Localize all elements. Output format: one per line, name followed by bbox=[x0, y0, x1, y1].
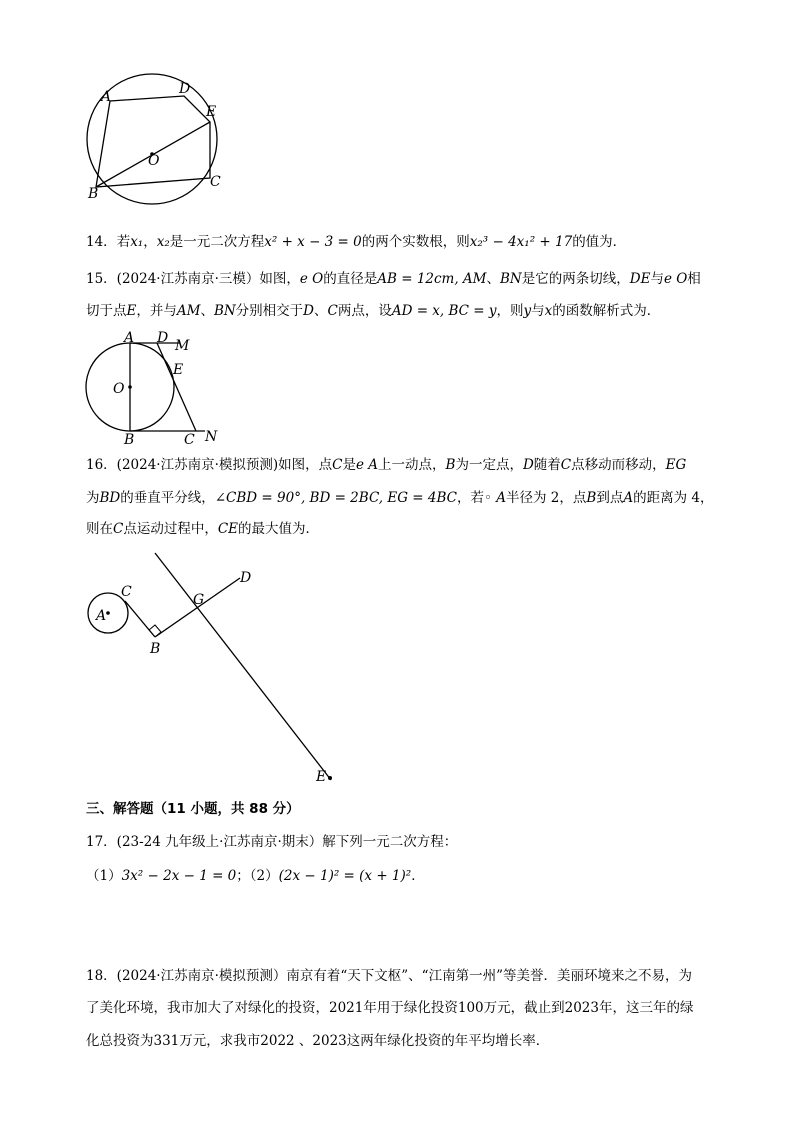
line-ge bbox=[155, 553, 331, 780]
q14-x2: x₂ bbox=[156, 234, 170, 250]
q16-math: C bbox=[113, 521, 124, 537]
q15-math: x bbox=[544, 303, 553, 319]
q16-text: 随着 bbox=[533, 457, 561, 473]
q15-math: D bbox=[303, 303, 314, 319]
q15-math: BN bbox=[500, 271, 522, 287]
q16-math: C bbox=[560, 457, 572, 473]
q15-text: 、 bbox=[486, 271, 501, 287]
label-a: A bbox=[101, 89, 112, 105]
q16-text: 的最大值为． bbox=[238, 521, 320, 537]
label-d: D bbox=[179, 81, 191, 97]
q14-text-1: 若 bbox=[116, 234, 131, 250]
label-c: C bbox=[184, 432, 195, 448]
q17-part-1: （1） bbox=[86, 868, 122, 884]
q15-text: 是它的两条切线， bbox=[521, 271, 630, 287]
q15-math: AB = 12cm, AM bbox=[377, 271, 487, 287]
q15-text: 与 bbox=[650, 271, 664, 287]
label-e: E bbox=[173, 362, 184, 378]
label-d: D bbox=[240, 570, 252, 586]
q17-equation-2: (2x − 1)² = (x + 1)² bbox=[278, 868, 412, 884]
q16-math: e A bbox=[356, 457, 379, 473]
q15-math: BN bbox=[213, 303, 236, 319]
q14-equation: x² + x − 3 = 0 bbox=[264, 234, 362, 250]
q14-text-2: 是一元二次方程 bbox=[169, 234, 265, 250]
q15-text: 两点，设 bbox=[337, 303, 392, 319]
q16-text: 为一定点， bbox=[455, 457, 523, 473]
q15-math: E bbox=[126, 303, 137, 319]
label-e: E bbox=[206, 104, 217, 120]
q15-math: AM bbox=[176, 303, 201, 319]
q15-text: 的直径是 bbox=[323, 271, 378, 287]
center-dot-o bbox=[128, 385, 132, 389]
quadrilateral-abcde bbox=[96, 96, 210, 187]
q14-text-3: 的两个实数根，则 bbox=[361, 234, 470, 250]
question-16-line-1 bbox=[86, 455, 686, 475]
label-c: C bbox=[210, 174, 221, 190]
label-a: A bbox=[124, 330, 135, 346]
segment-cb bbox=[125, 601, 155, 637]
label-e: E bbox=[316, 769, 327, 785]
label-o: O bbox=[113, 381, 125, 397]
label-d: D bbox=[157, 330, 169, 346]
q16-math: C bbox=[332, 457, 343, 473]
question-16-line-3 bbox=[86, 519, 319, 539]
question-16-line-2 bbox=[86, 488, 713, 508]
q16-math: B bbox=[586, 490, 597, 506]
q16-math: EG bbox=[665, 457, 687, 473]
q14-number: 14． bbox=[86, 234, 117, 250]
point-e-dot bbox=[328, 776, 332, 780]
q16-text: 为 bbox=[86, 490, 100, 506]
q16-text: 的垂直平分线， bbox=[120, 490, 215, 506]
label-g: G bbox=[193, 592, 205, 608]
q15-text: 、 bbox=[200, 303, 214, 319]
q15-math: y bbox=[523, 303, 532, 319]
q16-math: CE bbox=[217, 521, 239, 537]
tangent-dc bbox=[157, 343, 196, 431]
q16-text: 的距离为 4， bbox=[633, 490, 714, 506]
q15-text: 切于点 bbox=[86, 303, 127, 319]
center-dot-a bbox=[106, 611, 110, 615]
q16-math: A bbox=[623, 490, 634, 506]
question-14 bbox=[86, 232, 626, 252]
q16-text: 到点 bbox=[596, 490, 624, 506]
label-m: M bbox=[175, 338, 190, 354]
q17-end: ． bbox=[411, 868, 425, 884]
label-b: B bbox=[124, 432, 135, 448]
label-b: B bbox=[150, 641, 161, 657]
q16-text: 则在 bbox=[86, 521, 113, 537]
figure-circle-tangents bbox=[80, 330, 230, 448]
q15-math: DE bbox=[629, 271, 651, 287]
section-3-title: 三、解答题（11 小题，共 88 分） bbox=[86, 801, 300, 817]
q16-text: 半径为 2，点 bbox=[506, 490, 587, 506]
question-15-line-1 bbox=[86, 269, 701, 289]
q16-math: ∠CBD = 90°, BD = 2BC, EG = 4BC bbox=[214, 490, 457, 506]
q15-text: 与 bbox=[531, 303, 545, 319]
q16-text: 是 bbox=[342, 457, 356, 473]
label-b: B bbox=[88, 186, 99, 202]
q17-part-2: （2） bbox=[249, 868, 279, 884]
q17-sep: ； bbox=[236, 868, 250, 884]
figure-inscribed-quadrilateral bbox=[80, 78, 240, 208]
q15-math: e O bbox=[663, 271, 688, 287]
question-18-line-3: 化总投资为331万元，求我市2022 、2023这两年绿化投资的年平均增长率． bbox=[86, 1033, 550, 1049]
q16-text: 16．(2024·江苏南京·模拟预测)如图，点 bbox=[86, 457, 333, 473]
q15-math: C bbox=[327, 303, 338, 319]
question-18-line-2: 了美化环境，我市加大了对绿化的投资，2021年用于绿化投资100万元，截止到2023年，这三年的绿 bbox=[86, 1000, 694, 1016]
q16-text: ，若 bbox=[457, 490, 484, 506]
q14-expression: x₂³ − 4x₁² + 17 bbox=[469, 234, 573, 250]
q16-text: 上一动点， bbox=[378, 457, 446, 473]
q15-text: ，并与 bbox=[136, 303, 177, 319]
q16-math: BD bbox=[99, 490, 121, 506]
question-15-line-2 bbox=[86, 301, 660, 321]
question-17-line-2 bbox=[86, 866, 425, 886]
q15-math: AD = x, BC = y bbox=[391, 303, 497, 319]
q14-x1: x₁ bbox=[130, 234, 144, 250]
q15-text: ，则 bbox=[496, 303, 524, 319]
label-o: O bbox=[148, 153, 160, 169]
q15-math: e O bbox=[299, 271, 324, 287]
label-c: C bbox=[121, 584, 132, 600]
q15-text: 相 bbox=[687, 271, 701, 287]
q16-math: ◦ A bbox=[484, 490, 507, 506]
q15-text: 15．(2024·江苏南京·三模）如图， bbox=[86, 271, 300, 287]
q16-text: 点移动而移动， bbox=[571, 457, 666, 473]
q16-math: B bbox=[445, 457, 456, 473]
q15-text: 、 bbox=[314, 303, 328, 319]
question-18-line-1: 18．(2024·江苏南京·模拟预测）南京有着“天下文枢”、“江南第一州”等美誉．美丽环境来之不易，为 bbox=[86, 968, 692, 984]
figure-perpendicular-bisector bbox=[80, 550, 350, 790]
q16-math: D bbox=[522, 457, 534, 473]
q17-equation-1: 3x² − 2x − 1 = 0 bbox=[121, 868, 237, 884]
q14-text-4: 的值为． bbox=[572, 234, 627, 250]
label-a: A bbox=[96, 608, 107, 624]
label-n: N bbox=[205, 429, 218, 445]
q14-sep: ， bbox=[143, 234, 157, 250]
q15-text: 分别相交于 bbox=[235, 303, 304, 319]
q16-text: 点运动过程中， bbox=[123, 521, 218, 537]
q15-text: 的函数解析式为． bbox=[552, 303, 661, 319]
question-17-line-1: 17．(23-24 九年级上·江苏南京·期末）解下列一元二次方程： bbox=[86, 834, 458, 850]
